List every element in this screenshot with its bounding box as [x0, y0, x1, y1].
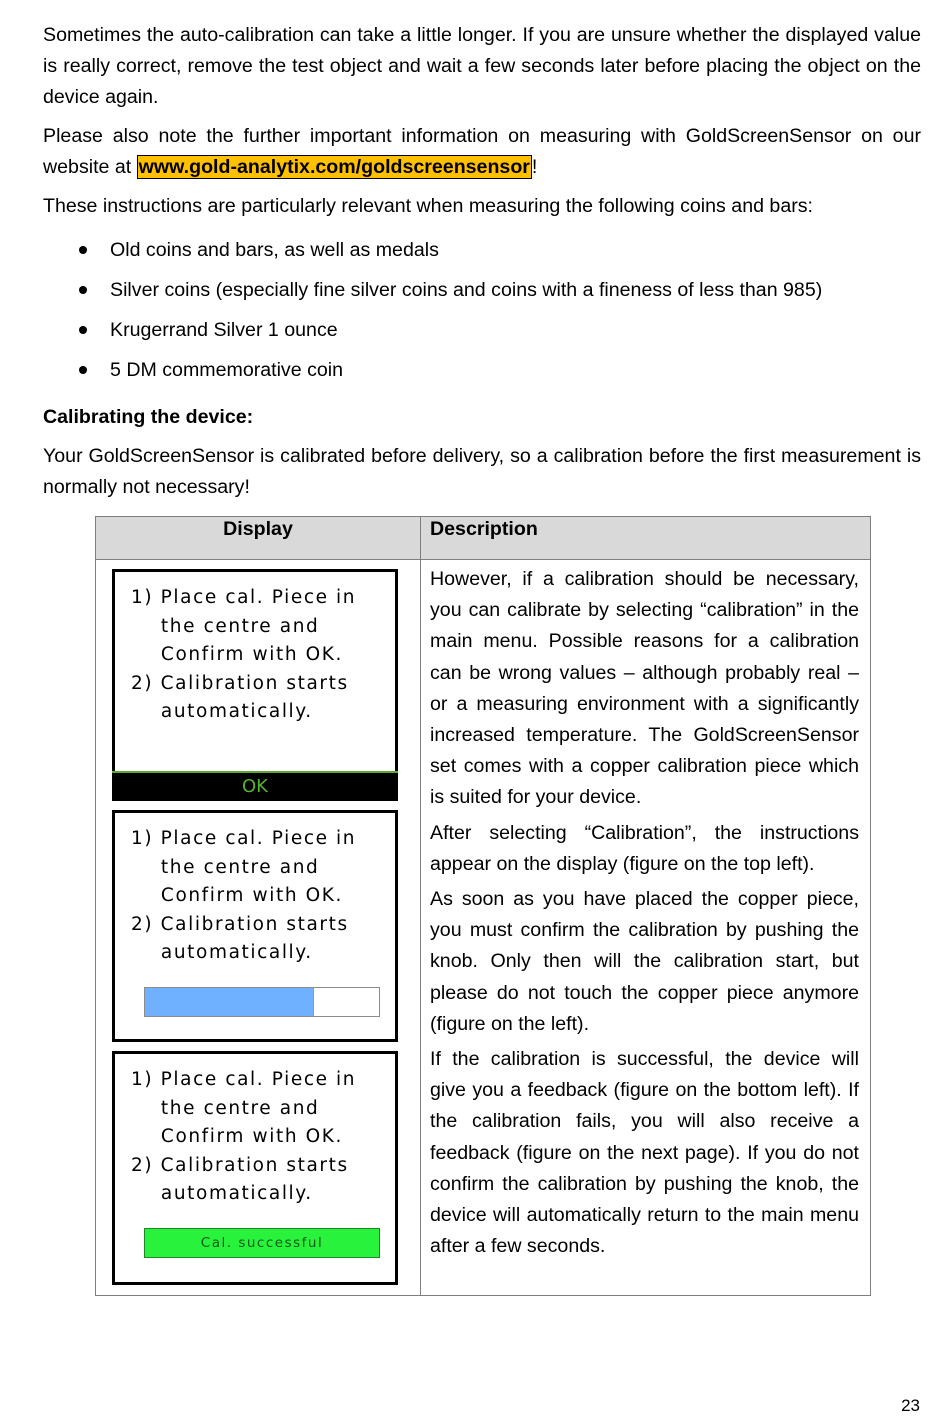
intro-paragraph-3: These instructions are particularly relevant when measuring the following coins and bars:: [43, 195, 813, 217]
list-item: Old coins and bars, as well as medals: [43, 230, 921, 270]
device-screen-success: [112, 1051, 398, 1285]
screen-instruction-text: 1) Place cal. Piece in the centre and Confirm with OK. 2) Calibration starts automatically.: [131, 1069, 357, 1204]
ok-bar: OK: [112, 771, 398, 801]
description-cell: [421, 560, 871, 1296]
table-row: [96, 560, 871, 1296]
device-screen-instructions: [112, 569, 398, 801]
intro-paragraph-1: Sometimes the auto-calibration can take a little longer. If you are unsure whether the displayed value is really correct, remove the test object and wait a few seconds later before placing the object on the device again.: [43, 24, 921, 108]
description-paragraph: However, if a calibration should be necessary, you can calibrate by selecting “calibration” in the main menu. Possible reasons for a calibration can be wrong values – although probably real – or a measuring environment with a significantly increased temperature. The GoldScreenSensor set comes with a copper calibration piece which is suited for your device.: [430, 568, 859, 809]
intro-paragraph-2-text: Please also note the further important information on measuring with GoldScreenSensor on our website at: [43, 125, 921, 178]
header-display: Display: [96, 517, 421, 560]
list-item: Silver coins (especially fine silver coins and coins with a fineness of less than 985): [43, 270, 921, 310]
screen-instruction-text: 1) Place cal. Piece in the centre and Confirm with OK. 2) Calibration starts automatically.: [131, 587, 357, 722]
calibration-progress-bar: [144, 987, 380, 1017]
list-item: Krugerrand Silver 1 ounce: [43, 310, 921, 350]
calibration-table: [95, 516, 871, 1296]
page-number: 23: [901, 1396, 920, 1415]
description-paragraph: As soon as you have placed the copper piece, you must confirm the calibration by pushing the knob. Only then will the calibration start, but please do not touch the copper piece anymore (figure on the left).: [430, 888, 859, 1035]
calibration-success-badge: Cal. successful: [144, 1228, 380, 1258]
section-heading: Calibrating the device:: [43, 406, 254, 428]
screen-instruction-text: 1) Place cal. Piece in the centre and Confirm with OK. 2) Calibration starts automatically.: [131, 828, 357, 963]
section-intro: Your GoldScreenSensor is calibrated before delivery, so a calibration before the first measurement is normally not necessary!: [43, 445, 921, 498]
website-link[interactable]: www.gold-analytix.com/goldscreensensor: [138, 156, 530, 178]
intro-paragraph-2: [43, 121, 921, 183]
header-description: Description: [421, 517, 871, 560]
display-cell: [96, 560, 421, 1296]
document-page: [43, 20, 921, 511]
list-item: 5 DM commemorative coin: [43, 350, 921, 390]
device-screen-progress: [112, 810, 398, 1042]
table-header-row: [96, 517, 871, 560]
description-paragraph: After selecting “Calibration”, the instructions appear on the display (figure on the top left).: [430, 821, 859, 875]
intro-paragraph-2-end: !: [531, 156, 538, 178]
description-paragraph: If the calibration is successful, the device will give you a feedback (figure on the bottom left). If the calibration fails, you will also receive a feedback (figure on the next page). If you do not confirm the calibration by pushing the knob, the device will automatically return to the main menu after a few seconds.: [430, 1048, 859, 1258]
progress-fill: [145, 988, 314, 1016]
coin-list: [43, 230, 921, 390]
